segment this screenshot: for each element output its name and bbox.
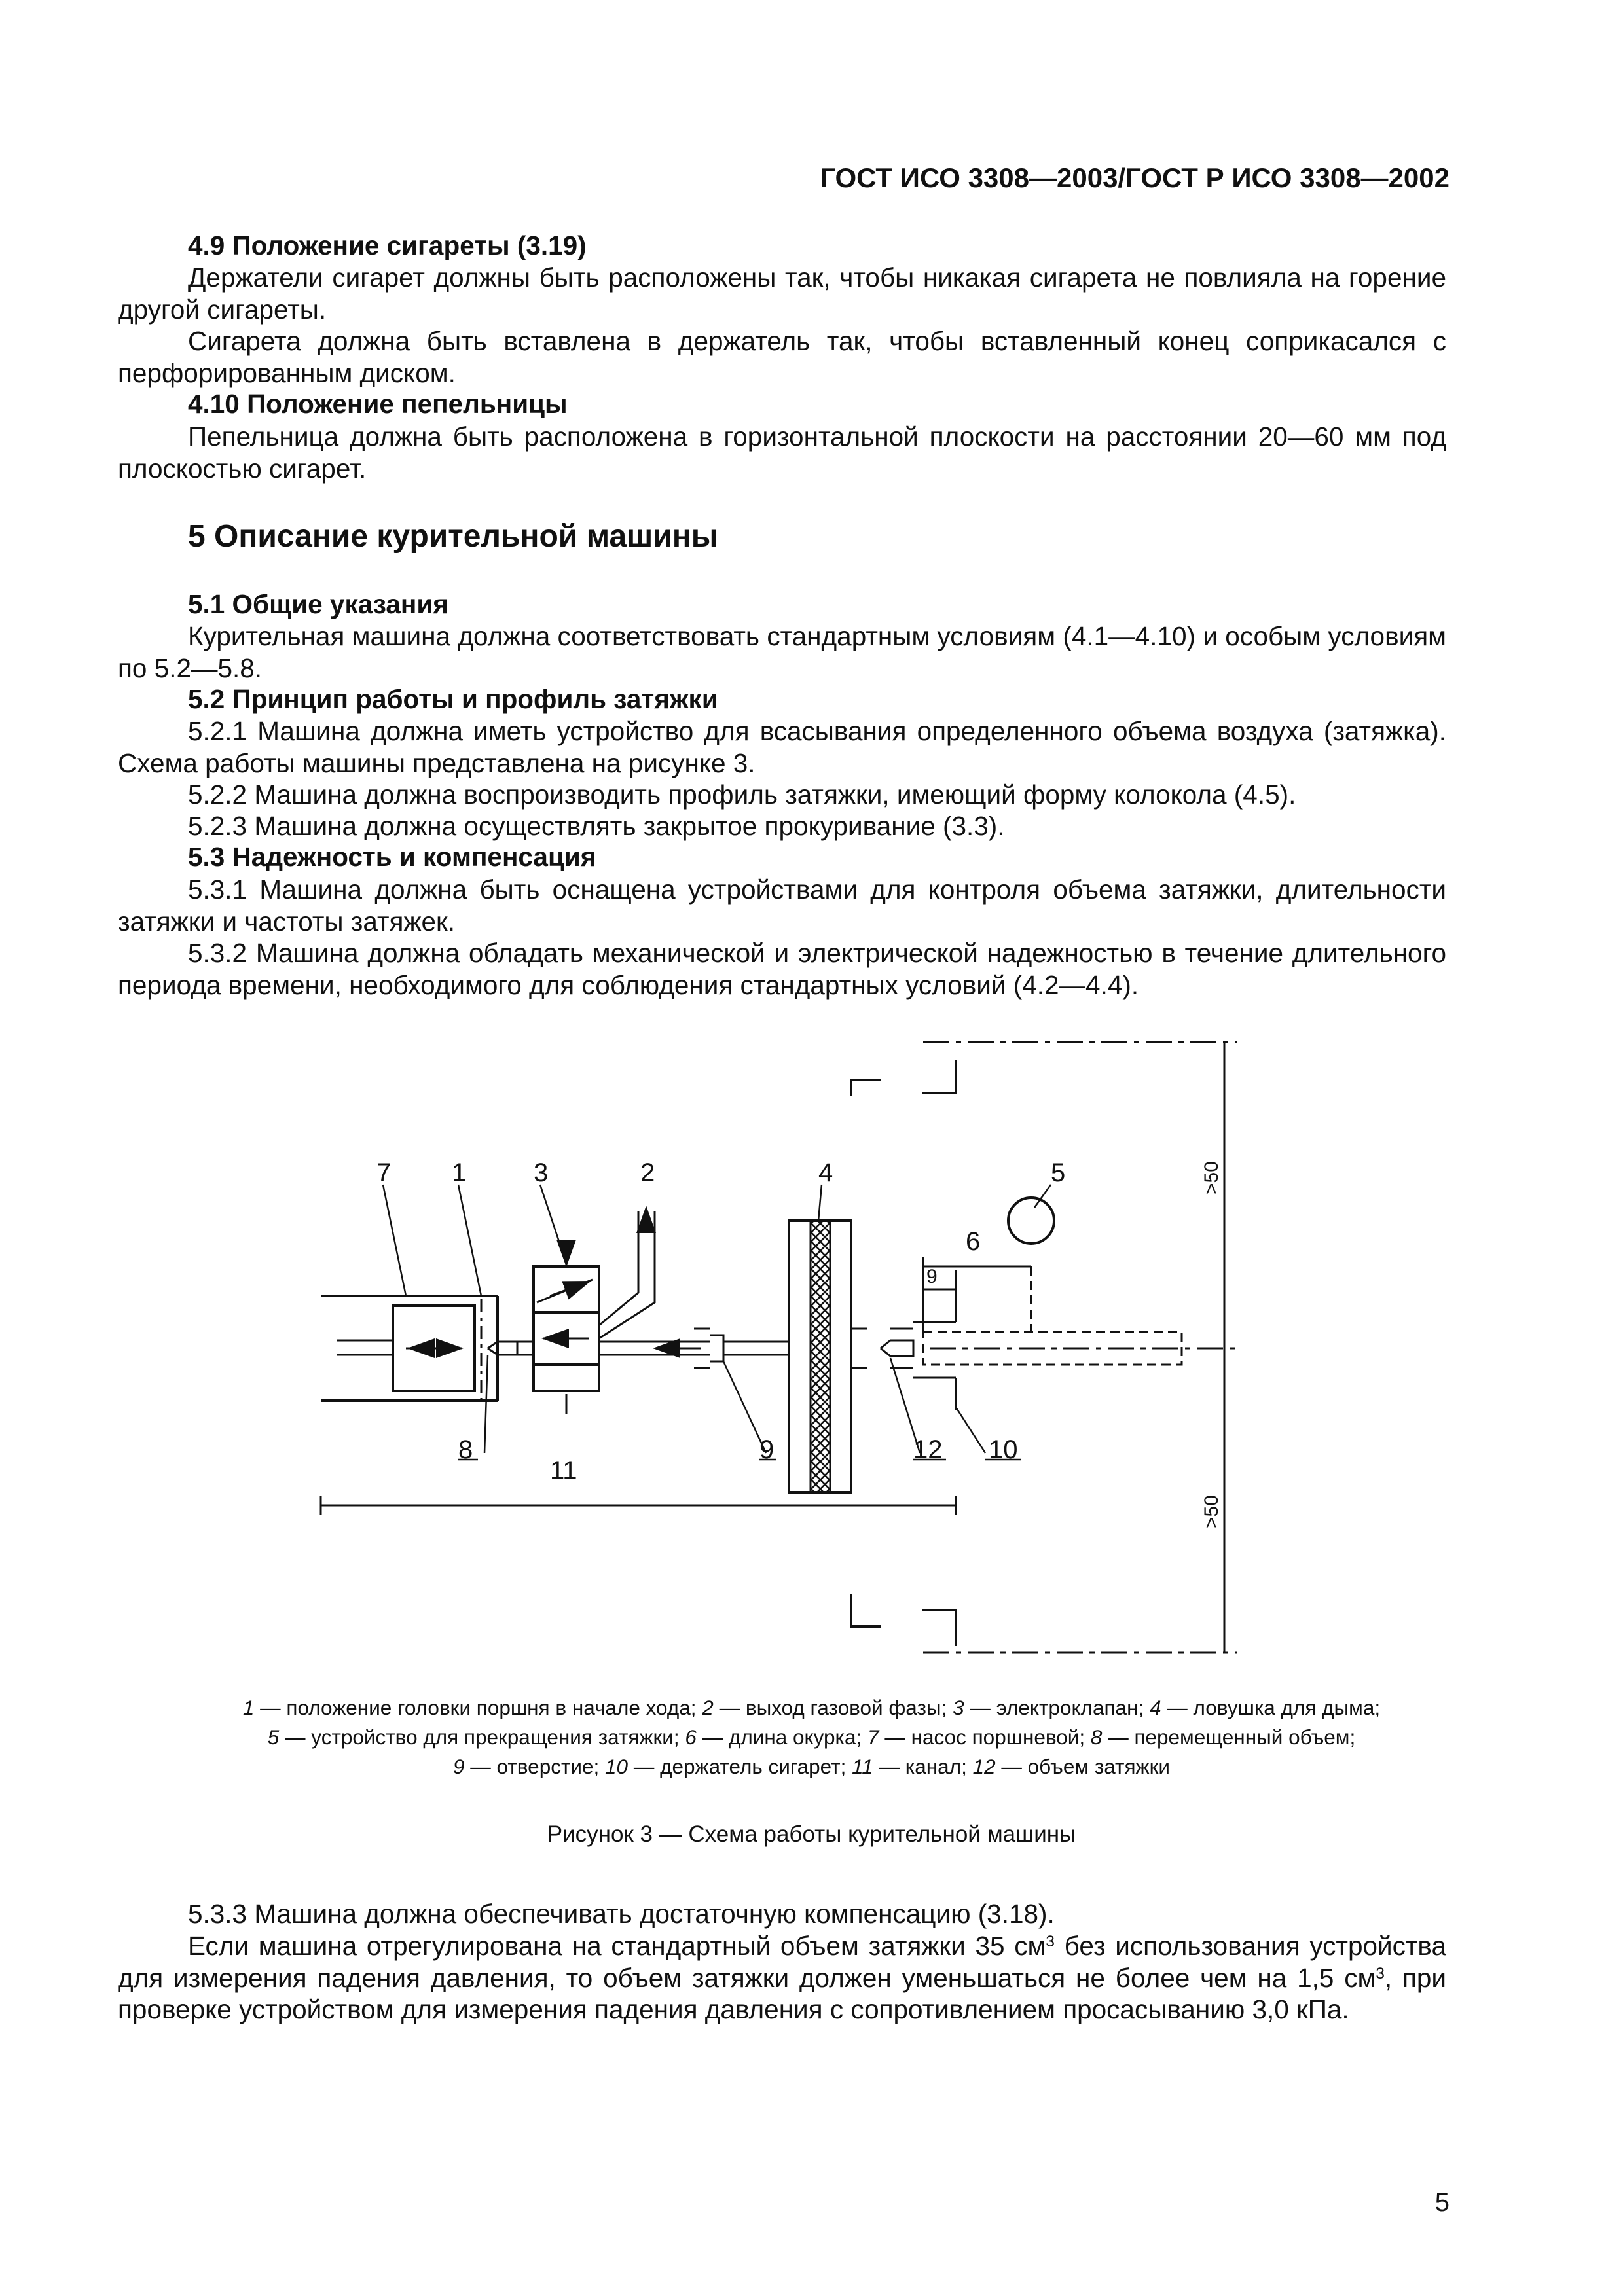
heading-5-2: 5.2 Принцип работы и профиль затяжки [188,684,718,714]
document-header: ГОСТ ИСО 3308—2003/ГОСТ Р ИСО 3308—2002 [820,162,1450,193]
page-number: 5 [1434,2188,1450,2217]
paragraph-final: Если машина отрегулирована на стандартный объем затяжки 35 $см^3$ без использования устройства для измерения падения давления, то объем затяжки должен уменьшаться не более чем на 1,5 $см^3$, при проверке устройством для измерения падения давления с сопротивлением просасыванию 3,0 кПа. [118,1931,1447,2024]
label-4: 4 [818,1158,833,1187]
label-9: 9 [759,1435,775,1464]
label-9-top: 9 [926,1266,938,1287]
heading-5-1: 5.1 Общие указания [188,589,448,619]
figure-3-diagram [0,1008,1623,1689]
heading-4-10: 4.10 Положение пепельницы [188,389,568,419]
heading-4-9: 4.9 Положение сигареты (3.19) [188,230,587,260]
bottom-left-bracket [851,1594,881,1626]
label-11: 11 [550,1456,577,1485]
top-right-bracket [922,1060,956,1093]
label-3: 3 [534,1158,549,1187]
paragraph-5-1: Курительная машина должна соответствовать стандартным условиям (4.1—4.10) и особым условиям по 5.2—5.8. [118,621,1446,683]
electro-valve [534,1266,599,1391]
label-5: 5 [1051,1158,1066,1187]
paragraph-4-9-2: Сигарета должна быть вставлена в держатель так, чтобы вставленный конец соприкасался с перфорированным диском. [118,326,1446,388]
figure-caption: Рисунок 3 — Схема работы курительной машины [547,1821,1076,1847]
paragraph-5-2-3: 5.2.3 Машина должна осуществлять закрытое прокуривание (3.3). [188,811,1005,841]
section-5-heading: 5 Описание курительной машины [188,519,718,554]
figure-legend-line-3: 9 — отверстие; 10 — держатель сигарет; 11 — канал; 12 — объем затяжки [453,1755,1170,1778]
label-2: 2 [640,1158,655,1187]
bottom-right-bracket [922,1610,956,1646]
paragraph-5-3-2: 5.3.2 Машина должна обладать механической и электрической надежностью в течение длительного периода времени, необходимого для соблюдения стандартных условий (4.2—4.4). [118,938,1446,1000]
label-8: 8 [458,1435,473,1464]
figure-legend-line-2: 5 — устройство для прекращения затяжки; 6 — длина окурка; 7 — насос поршневой; 8 — перемещенный объем; [267,1725,1356,1749]
figure-legend-line-1: 1 — положение головки поршня в начале хода; 2 — выход газовой фазы; 3 — электроклапан; 4 — ловушка для дыма; [242,1696,1381,1719]
label-10: 10 [989,1435,1018,1464]
paragraph-4-9-1: Держатели сигарет должны быть расположены так, чтобы никакая сигарета не повлияла на горение другой сигареты. [118,262,1446,325]
label-6: 6 [966,1227,981,1256]
label-7: 7 [376,1158,392,1187]
top-left-bracket [851,1080,881,1096]
label-12: 12 [913,1435,943,1464]
paragraph-5-3-1: 5.3.1 Машина должна быть оснащена устройствами для контроля объема затяжки, длительности затяжки и частоты затяжек. [118,874,1446,937]
dimension-top-label: >50 [1201,1161,1222,1194]
dimension-bottom-label: >50 [1201,1495,1222,1528]
paragraph-5-3-3: 5.3.3 Машина должна обеспечивать достаточную компенсацию (3.18). [188,1899,1055,1929]
label-1: 1 [452,1158,467,1187]
paragraph-5-2-2: 5.2.2 Машина должна воспроизводить профиль затяжки, имеющий форму колокола (4.5). [188,780,1296,810]
stop-device-circle [1008,1198,1054,1244]
paragraph-5-2-1: 5.2.1 Машина должна иметь устройство для всасывания определенного объема воздуха (затяжка). Схема работы машины представлена на рисунке 3. [118,716,1446,778]
heading-5-3: 5.3 Надежность и компенсация [188,842,596,872]
paragraph-4-10-1: Пепельница должна быть расположена в горизонтальной плоскости на расстоянии 20—60 мм под плоскостью сигарет. [118,422,1446,484]
